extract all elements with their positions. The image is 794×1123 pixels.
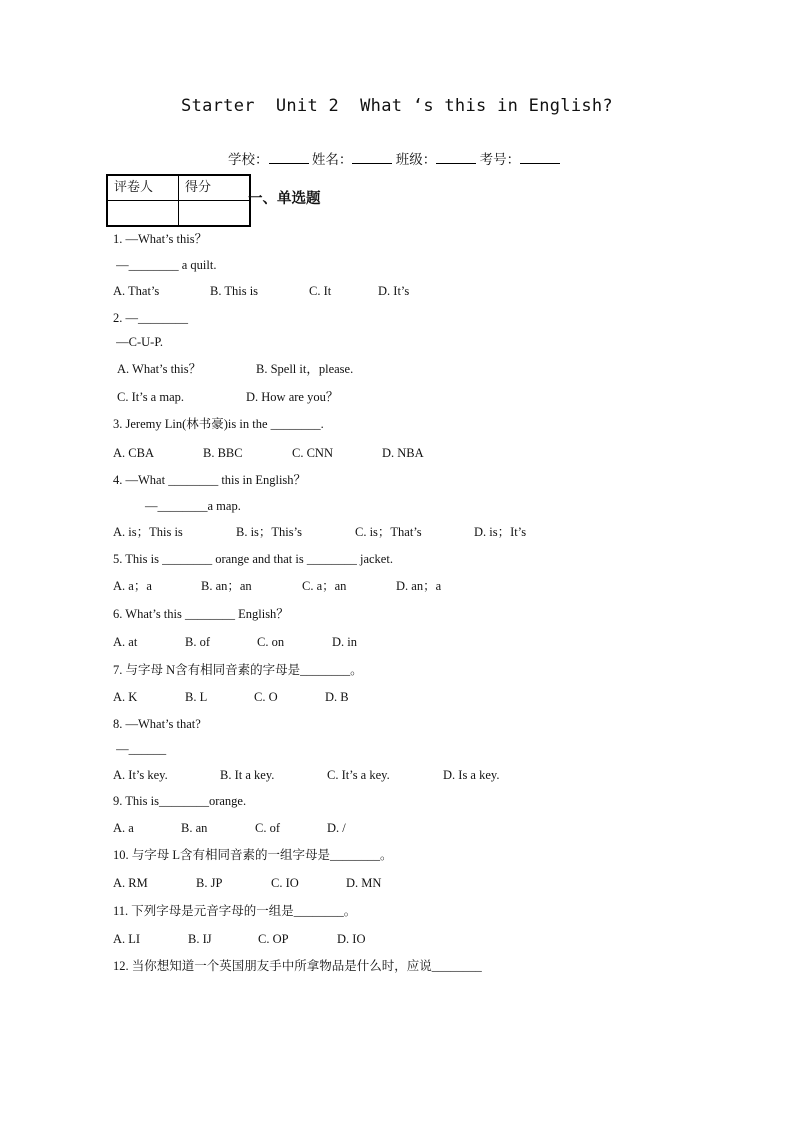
question-1-line-1: 1. —What’s this？ [113, 232, 208, 246]
question-3-option-a[interactable]: A. CBA [113, 446, 154, 460]
question-5-option-c[interactable]: C. a；an [302, 579, 347, 593]
question-2-option-d[interactable]: D. How are you？ [246, 390, 339, 404]
question-8-line-2: —______ [113, 742, 167, 756]
question-11-option-d[interactable]: D. IO [337, 932, 366, 946]
score-cell[interactable] [179, 201, 251, 227]
question-10-option-d[interactable]: D. MN [346, 876, 382, 890]
page-title: Starter Unit 2 What ‘s this in English? [181, 96, 613, 116]
question-6-option-c[interactable]: C. on [257, 635, 285, 649]
question-5-option-b[interactable]: B. an；an [201, 579, 252, 593]
question-7-line-1: 7. 与字母 N含有相同音素的字母是________。 [113, 663, 363, 677]
question-3-option-c[interactable]: C. CNN [292, 446, 333, 460]
question-1-option-d[interactable]: D. It’s [378, 284, 410, 298]
question-2-line-2: —C-U-P. [113, 335, 164, 349]
question-10-option-a[interactable]: A. RM [113, 876, 148, 890]
question-1-option-b[interactable]: B. This is [210, 284, 259, 298]
question-8-option-b[interactable]: B. It a key. [220, 768, 275, 782]
question-3-option-b[interactable]: B. BBC [203, 446, 243, 460]
question-9-line-1: 9. This is________orange. [113, 794, 247, 808]
question-10-option-c[interactable]: C. IO [271, 876, 299, 890]
question-8-option-c[interactable]: C. It’s a key. [327, 768, 390, 782]
question-8-line-1: 8. —What’s that? [113, 717, 201, 731]
number-label: 考号： [479, 152, 521, 167]
question-5-line-1: 5. This is ________ orange and that is ________ jacket. [113, 552, 393, 566]
student-info-line [228, 148, 560, 168]
question-4-line-1: 4. —What ________ this in English？ [113, 473, 307, 487]
name-label: 姓名： [311, 152, 353, 167]
question-11-option-c[interactable]: C. OP [258, 932, 289, 946]
class-blank[interactable] [436, 151, 476, 164]
question-11-line-1: 11. 下列字母是元音字母的一组是________。 [113, 904, 357, 918]
score-header: 得分 [179, 175, 251, 201]
question-4-option-c[interactable]: C. is；That’s [355, 525, 422, 539]
grader-cell[interactable] [107, 201, 179, 227]
school-label: 学校： [228, 152, 269, 167]
question-5-option-a[interactable]: A. a；a [113, 579, 152, 593]
question-9-option-c[interactable]: C. of [255, 821, 280, 835]
question-11-option-a[interactable]: A. LI [113, 932, 141, 946]
school-blank[interactable] [269, 151, 309, 164]
number-blank[interactable] [520, 151, 560, 164]
question-3-line-1: 3. Jeremy Lin(林书豪)is in the ________. [113, 417, 324, 431]
question-7-option-c[interactable]: C. O [254, 690, 278, 704]
question-7-option-b[interactable]: B. L [185, 690, 208, 704]
question-5-option-d[interactable]: D. an；a [396, 579, 442, 593]
question-6-option-d[interactable]: D. in [332, 635, 357, 649]
question-1-option-c[interactable]: C. It [309, 284, 332, 298]
question-9-option-d[interactable]: D. / [327, 821, 346, 835]
question-2-option-a[interactable]: A. What’s this？ [117, 362, 202, 376]
question-6-option-a[interactable]: A. at [113, 635, 138, 649]
question-4-option-d[interactable]: D. is；It’s [474, 525, 527, 539]
question-7-option-a[interactable]: A. K [113, 690, 138, 704]
question-1-line-2: —________ a quilt. [113, 258, 217, 272]
question-2-option-b[interactable]: B. Spell it，please. [256, 362, 354, 376]
question-2-option-c[interactable]: C. It’s a map. [117, 390, 185, 404]
question-8-option-d[interactable]: D. Is a key. [443, 768, 500, 782]
question-9-option-a[interactable]: A. a [113, 821, 134, 835]
name-blank[interactable] [352, 151, 392, 164]
question-10-option-b[interactable]: B. JP [196, 876, 223, 890]
question-2-line-1: 2. —________ [113, 311, 188, 325]
question-6-option-b[interactable]: B. of [185, 635, 210, 649]
question-1-option-a[interactable]: A. That’s [113, 284, 160, 298]
question-10-line-1: 10. 与字母 L含有相同音素的一组字母是________。 [113, 848, 393, 862]
question-4-option-a[interactable]: A. is；This is [113, 525, 183, 539]
section-heading: 一、单选题 [248, 191, 321, 207]
question-11-option-b[interactable]: B. IJ [188, 932, 212, 946]
question-3-option-d[interactable]: D. NBA [382, 446, 424, 460]
question-7-option-d[interactable]: D. B [325, 690, 349, 704]
question-9-option-b[interactable]: B. an [181, 821, 208, 835]
question-6-line-1: 6. What’s this ________ English？ [113, 607, 289, 621]
grader-header: 评卷人 [107, 175, 179, 201]
question-4-option-b[interactable]: B. is；This’s [236, 525, 302, 539]
question-12-line-1: 12. 当你想知道一个英国朋友手中所拿物品是什么时，应说________ [113, 959, 482, 973]
score-table [106, 174, 251, 227]
class-label: 班级： [395, 152, 437, 167]
question-8-option-a[interactable]: A. It’s key. [113, 768, 168, 782]
question-4-line-2: —________a map. [145, 499, 241, 513]
